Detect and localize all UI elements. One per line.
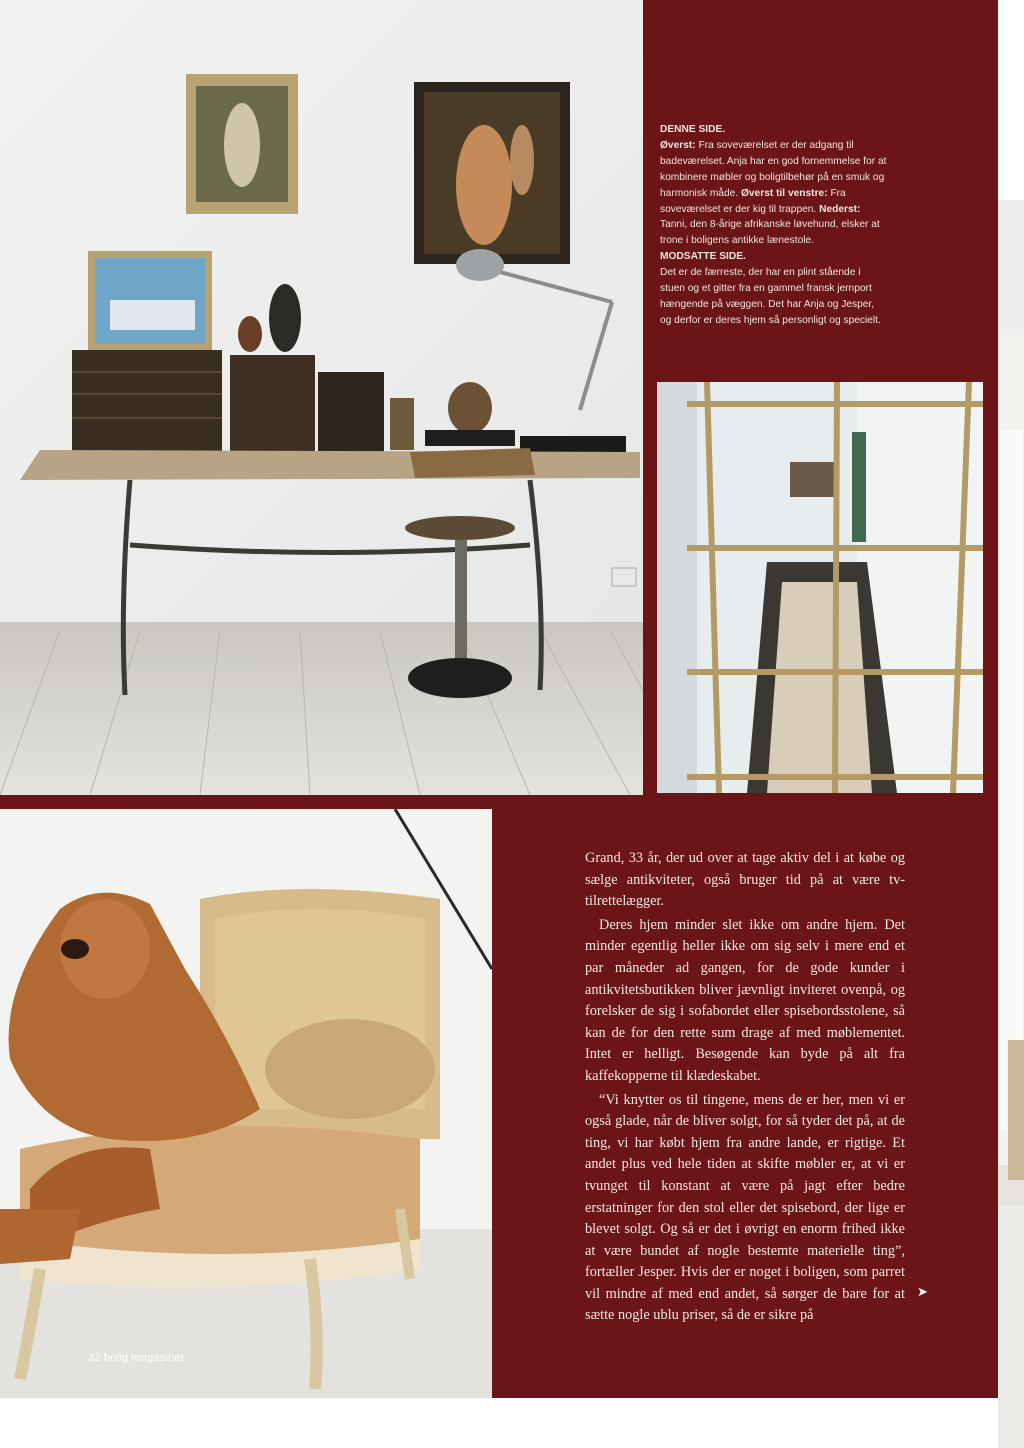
desk-room-photo [0, 0, 643, 795]
photo-caption [660, 122, 888, 329]
caption-top-left-label: Øverst til venstre: [740, 187, 828, 199]
magazine-name: bolig magasinet [103, 1352, 184, 1364]
caption-top-left-text: Fra soveværelset er der kig til trappen. [660, 187, 846, 215]
caption-top-text: Fra soveværelset er der adgang til badeværelset. Anja har en god fornemmelse for at kombinere møbler og boligtilbehør på en smuk og harmonisk måde. [660, 139, 887, 199]
maroon-panel-band [0, 795, 998, 809]
article-body [585, 848, 905, 1327]
caption-opposite-text: Det er de færreste, der har en plint stående i stuen og et gitter fra en gammel fransk jernport hængende på væggen. Det har Anja og Jesper, og derfor er deres hjem så personligt og specielt. [660, 267, 881, 326]
caption-bottom-text: Tanni, den 8-årige afrikanske løvehund, elsker at trone i boligens antikke lænestole. [660, 219, 880, 247]
dog-armchair-photo [0, 809, 492, 1398]
caption-top-label: Øverst: [660, 139, 696, 151]
caption-bottom-label: Nederst: [819, 203, 861, 215]
article-paragraph: “Vi knytter os til tingene, mens de er her, men vi er også glade, når de bliver solgt, for så tyder det på, at de ting, vi har købt hjem fra andre lande, er rigtige. Et andet plus ved hele tiden at skifte møbler er, at vi er tvunget til konstant at være på jagt efter bedre erstatninger for den stol eller det spisebord, der lige er blevet solgt. Og så er det i øvrigt en enorm frihed ikke at være bundet af nogle bestemte materielle ting”, fortæller Jesper. Hvis der er noget i boligen, som parret vil mindre af med end andet, så sørger de bare for at sætte nogle ublu priser, så de er sikre på [585, 1091, 905, 1324]
stair-window-photo [657, 382, 983, 793]
caption-heading-opposite-page: MODSATTE SIDE. [660, 251, 746, 263]
continue-arrow-icon: ➤ [917, 1284, 928, 1299]
page-folio [88, 1352, 184, 1364]
article-paragraph: Deres hjem minder slet ikke om andre hjem. Det minder egentlig heller ikke om sig selv i mere end et par måneder ad gangen, for de gode kunder i antikvitetsbutikken bliver jævnligt inviteret ovenpå, og forelsker de sig i sofabordet eller spisebordsstolene, så kan de for den rette sum drage af med møblementet. Intet er helligt. Besøgende kan byde på alt fra kaffekopperne til klædeskabet. [585, 916, 905, 1084]
article-paragraph: Grand, 33 år, der ud over at tage aktiv del i at købe og sælge antikviteter, også bruger tid på at være tv-tilrettelægger. [585, 850, 905, 910]
page-number: 32 [88, 1352, 101, 1364]
caption-heading-this-page: DENNE SIDE. [660, 124, 726, 135]
right-edge-strip [998, 0, 1024, 1448]
